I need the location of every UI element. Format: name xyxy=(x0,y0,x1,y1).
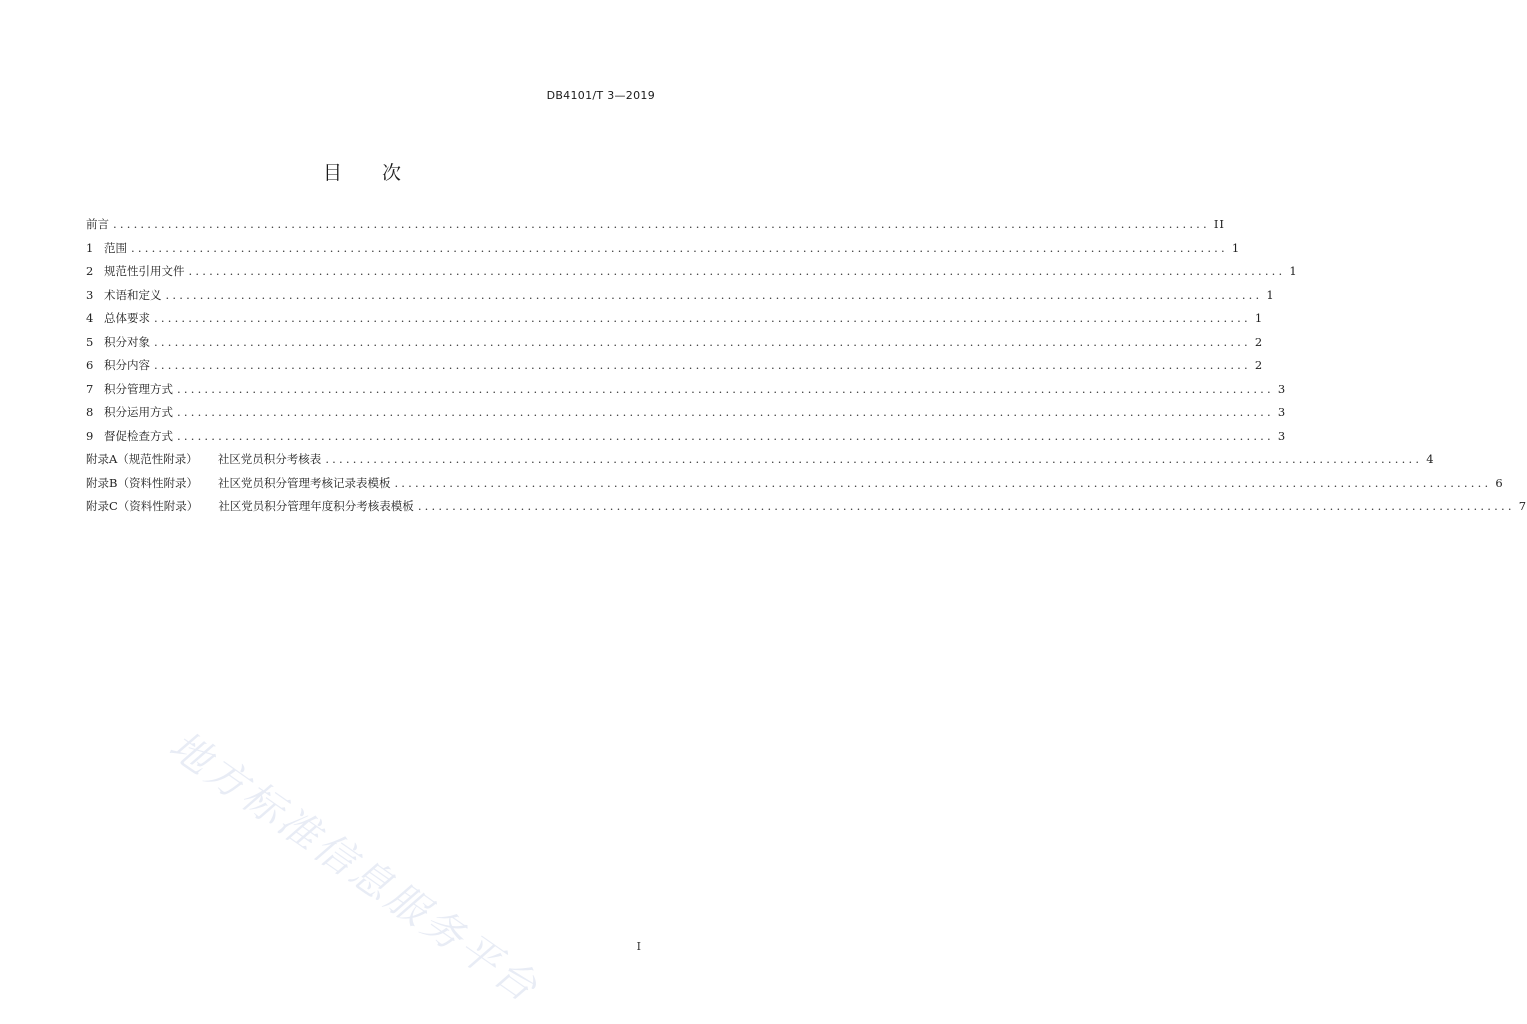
toc-entry-page-number: 3 xyxy=(1277,405,1287,419)
toc-entry-number: 2 xyxy=(86,264,94,278)
toc-entry-page-number: 2 xyxy=(1254,358,1264,372)
toc-entry-label xyxy=(86,216,109,232)
toc-entry-page-number: 7 xyxy=(1518,499,1527,513)
toc-title xyxy=(0,158,724,185)
toc-entry-label xyxy=(86,498,414,514)
toc-entry-page-number: 2 xyxy=(1254,334,1264,349)
toc-entry-title: 规范性引用文件 xyxy=(104,264,185,278)
toc-entry-title: 督促检查方式 xyxy=(104,428,173,443)
toc-entry-number: 5 xyxy=(86,334,94,349)
toc-entry-title: 术语和定义 xyxy=(104,287,162,302)
toc-title-char-2: 次 xyxy=(382,162,402,184)
toc-entry-page-number: 3 xyxy=(1277,381,1287,396)
toc-entry[interactable] xyxy=(86,428,1287,452)
table-of-contents xyxy=(86,216,1527,522)
toc-entry-label xyxy=(104,381,173,397)
toc-entry-label xyxy=(86,475,390,491)
toc-entry-title: 附录C（资料性附录） xyxy=(86,499,199,513)
toc-entry-title: 前言 xyxy=(86,217,109,231)
toc-entry-leader-dots: ................................................................................................................................................................ xyxy=(417,499,1515,513)
toc-entry-leader-dots: ................................................................................................................................................................ xyxy=(177,381,1274,396)
toc-entry-leader-dots: ................................................................................................................................................................ xyxy=(113,217,1210,231)
toc-entry-label xyxy=(104,357,150,373)
toc-entry-label xyxy=(104,263,185,279)
toc-entry-label xyxy=(104,310,150,326)
toc-entry-page-number: 4 xyxy=(1426,452,1435,466)
toc-entry[interactable] xyxy=(86,381,1287,405)
toc-entry-label xyxy=(104,428,173,444)
toc-entry[interactable] xyxy=(86,240,1241,264)
toc-entry-number: 1 xyxy=(86,240,94,255)
toc-entry-label xyxy=(104,287,162,303)
toc-entry[interactable] xyxy=(86,498,1527,522)
toc-entry-page-number: 6 xyxy=(1495,475,1504,490)
toc-entry-leader-dots: ................................................................................................................................................................ xyxy=(325,452,1423,466)
toc-entry-label xyxy=(104,240,127,256)
toc-entry-leader-dots: ................................................................................................................................................................ xyxy=(177,428,1274,443)
toc-entry-page-number: II xyxy=(1213,217,1225,231)
toc-entry[interactable] xyxy=(86,357,1264,381)
toc-entry-page-number: 1 xyxy=(1266,287,1275,302)
toc-entry-title: 积分管理方式 xyxy=(104,381,173,396)
toc-entry[interactable] xyxy=(86,475,1504,499)
toc-entry-number: 7 xyxy=(86,381,94,396)
toc-entry-label xyxy=(104,334,150,350)
toc-entry-subtitle: 社区党员积分考核表 xyxy=(217,452,322,466)
toc-entry-leader-dots: ................................................................................................................................................................ xyxy=(188,264,1286,278)
toc-entry-leader-dots: ................................................................................................................................................................ xyxy=(394,475,1492,490)
toc-entry[interactable] xyxy=(86,404,1287,428)
toc-entry-page-number: 1 xyxy=(1289,264,1298,278)
toc-entry-number: 6 xyxy=(86,358,94,372)
toc-entry[interactable] xyxy=(86,216,1225,240)
toc-entry-title: 附录A（规范性附录） xyxy=(86,452,198,466)
page-number: I xyxy=(636,940,641,953)
standard-code: DB4101/T 3—2019 xyxy=(546,89,655,102)
toc-entry-title: 总体要求 xyxy=(104,311,150,325)
toc-entry-number: 3 xyxy=(86,287,94,302)
toc-entry-number: 4 xyxy=(86,311,94,325)
toc-entry-page-number: 3 xyxy=(1277,428,1287,443)
toc-entry-title: 积分运用方式 xyxy=(104,405,173,419)
toc-entry-title: 积分内容 xyxy=(104,358,150,372)
toc-entry-leader-dots: ................................................................................................................................................................ xyxy=(154,334,1251,349)
toc-title-char-1: 目 xyxy=(322,162,342,184)
toc-entry[interactable] xyxy=(86,310,1264,334)
toc-entry-leader-dots: ................................................................................................................................................................ xyxy=(165,287,1263,302)
toc-entry[interactable] xyxy=(86,287,1275,311)
watermark: 地方标准信息服务平台 xyxy=(160,722,548,1013)
toc-entry-subtitle: 社区党员积分管理年度积分考核表模板 xyxy=(218,499,414,513)
toc-entry-title: 积分对象 xyxy=(104,334,150,349)
toc-entry-number: 8 xyxy=(86,405,94,419)
toc-entry-subtitle: 社区党员积分管理考核记录表模板 xyxy=(217,475,391,490)
toc-entry-label xyxy=(104,404,173,420)
toc-entry-page-number: 1 xyxy=(1254,311,1264,325)
toc-entry-title: 范围 xyxy=(104,240,127,255)
toc-entry-leader-dots: ................................................................................................................................................................ xyxy=(154,358,1251,372)
toc-entry-number: 9 xyxy=(86,428,94,443)
toc-entry-leader-dots: ................................................................................................................................................................ xyxy=(177,405,1274,419)
toc-entry[interactable] xyxy=(86,334,1264,358)
toc-entry[interactable] xyxy=(86,263,1298,287)
toc-entry-leader-dots: ................................................................................................................................................................ xyxy=(154,311,1251,325)
toc-entry[interactable] xyxy=(86,451,1435,475)
toc-entry-page-number: 1 xyxy=(1231,240,1241,255)
toc-entry-leader-dots: ................................................................................................................................................................ xyxy=(131,240,1228,255)
toc-entry-title: 附录B（资料性附录） xyxy=(86,475,198,490)
toc-entry-label xyxy=(86,451,321,467)
